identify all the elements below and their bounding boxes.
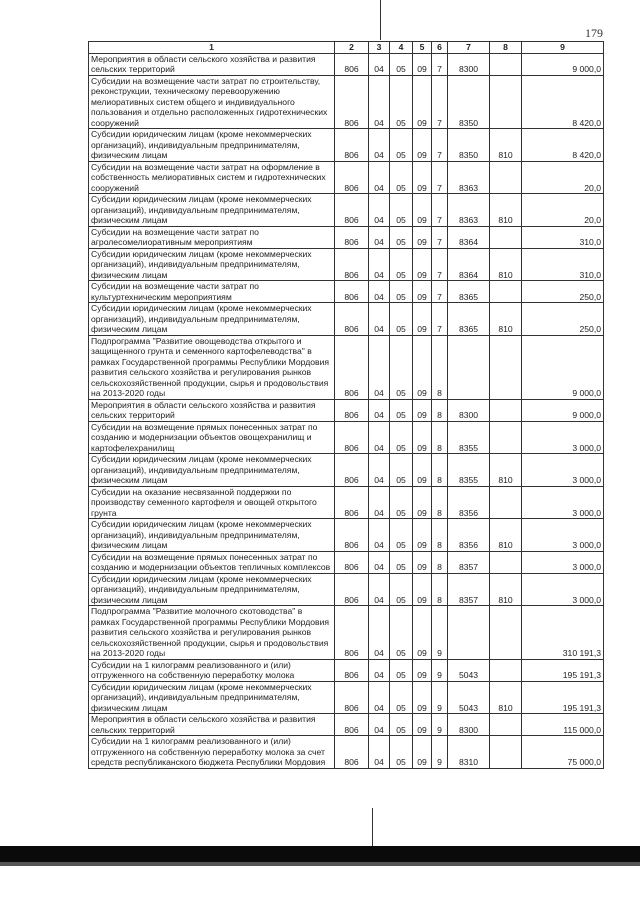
subsection-code-cell: 05 <box>390 486 413 519</box>
row-name-cell: Субсидии юридическим лицам (кроме некоммерческих организаций), индивидуальным предпринимателям, физическим лицам <box>89 519 335 552</box>
subprogram-code-cell: 7 <box>432 281 448 303</box>
subsection-code-cell: 05 <box>390 659 413 681</box>
page-number: 179 <box>585 26 603 40</box>
chapter-code-cell: 806 <box>335 303 369 336</box>
section-code-cell: 04 <box>369 53 390 75</box>
scan-line-top <box>380 0 381 40</box>
amount-cell: 75 000,0 <box>522 736 604 769</box>
program-code-cell: 09 <box>413 421 432 454</box>
row-name-cell: Субсидии на оказание несвязанной поддержки по производству семенного картофеля и овощей открытого грунта <box>89 486 335 519</box>
subsection-code-cell: 05 <box>390 573 413 606</box>
program-code-cell: 09 <box>413 129 432 162</box>
program-code-cell: 09 <box>413 194 432 227</box>
subsection-code-cell: 05 <box>390 606 413 660</box>
expense-type-code-cell <box>490 281 522 303</box>
expense-type-code-cell <box>490 421 522 454</box>
subprogram-code-cell: 8 <box>432 335 448 399</box>
amount-cell: 20,0 <box>522 161 604 194</box>
section-code-cell: 04 <box>369 659 390 681</box>
subsection-code-cell: 05 <box>390 681 413 714</box>
target-code-cell: 8356 <box>448 486 490 519</box>
chapter-code-cell: 806 <box>335 681 369 714</box>
subsection-code-cell: 05 <box>390 161 413 194</box>
program-code-cell: 09 <box>413 75 432 129</box>
chapter-code-cell: 806 <box>335 226 369 248</box>
expense-type-code-cell: 810 <box>490 573 522 606</box>
expense-type-code-cell: 810 <box>490 519 522 552</box>
row-name-cell: Мероприятия в области сельского хозяйства и развития сельских территорий <box>89 399 335 421</box>
expense-type-code-cell <box>490 53 522 75</box>
section-code-cell: 04 <box>369 226 390 248</box>
subprogram-code-cell: 7 <box>432 194 448 227</box>
table-row <box>89 519 604 552</box>
target-code-cell <box>448 335 490 399</box>
table-row <box>89 551 604 573</box>
subsection-code-cell: 05 <box>390 335 413 399</box>
chapter-code-cell: 806 <box>335 454 369 487</box>
row-name-cell: Субсидии юридическим лицам (кроме некоммерческих организаций), индивидуальным предпринимателям, физическим лицам <box>89 303 335 336</box>
amount-cell: 3 000,0 <box>522 551 604 573</box>
table-row <box>89 454 604 487</box>
column-header: 6 <box>432 42 448 54</box>
subprogram-code-cell: 8 <box>432 573 448 606</box>
program-code-cell: 09 <box>413 161 432 194</box>
amount-cell: 3 000,0 <box>522 519 604 552</box>
chapter-code-cell: 806 <box>335 161 369 194</box>
expense-type-code-cell: 810 <box>490 681 522 714</box>
table-row <box>89 659 604 681</box>
table-row <box>89 486 604 519</box>
subprogram-code-cell: 9 <box>432 736 448 769</box>
column-header: 1 <box>89 42 335 54</box>
row-name-cell: Субсидии юридическим лицам (кроме некоммерческих организаций), индивидуальным предпринимателям, физическим лицам <box>89 194 335 227</box>
subprogram-code-cell: 7 <box>432 303 448 336</box>
subprogram-code-cell: 8 <box>432 399 448 421</box>
target-code-cell: 8364 <box>448 248 490 281</box>
expense-type-code-cell: 810 <box>490 194 522 227</box>
subsection-code-cell: 05 <box>390 399 413 421</box>
target-code-cell: 8363 <box>448 194 490 227</box>
expense-type-code-cell: 810 <box>490 454 522 487</box>
subprogram-code-cell: 8 <box>432 421 448 454</box>
section-code-cell: 04 <box>369 519 390 552</box>
column-header: 3 <box>369 42 390 54</box>
subprogram-code-cell: 8 <box>432 454 448 487</box>
program-code-cell: 09 <box>413 53 432 75</box>
table-body <box>89 53 604 768</box>
amount-cell: 8 420,0 <box>522 75 604 129</box>
subsection-code-cell: 05 <box>390 454 413 487</box>
target-code-cell: 8350 <box>448 129 490 162</box>
expense-type-code-cell <box>490 551 522 573</box>
table-header-row <box>89 42 604 54</box>
program-code-cell: 09 <box>413 681 432 714</box>
target-code-cell: 8365 <box>448 303 490 336</box>
row-name-cell: Субсидии на возмещение части затрат на оформление в собственность мелиоративных систем и гидротехнических сооружений <box>89 161 335 194</box>
target-code-cell: 8356 <box>448 519 490 552</box>
chapter-code-cell: 806 <box>335 736 369 769</box>
program-code-cell: 09 <box>413 399 432 421</box>
amount-cell: 250,0 <box>522 303 604 336</box>
row-name-cell: Субсидии на 1 килограмм реализованного и (или) отгруженного на собственную переработку молока <box>89 659 335 681</box>
program-code-cell: 09 <box>413 248 432 281</box>
row-name-cell: Субсидии на возмещение части затрат по агролесомелиоративным мероприятиям <box>89 226 335 248</box>
column-header: 7 <box>448 42 490 54</box>
column-header: 4 <box>390 42 413 54</box>
section-code-cell: 04 <box>369 736 390 769</box>
expense-type-code-cell <box>490 161 522 194</box>
target-code-cell: 8300 <box>448 714 490 736</box>
subsection-code-cell: 05 <box>390 421 413 454</box>
program-code-cell: 09 <box>413 551 432 573</box>
chapter-code-cell: 806 <box>335 659 369 681</box>
amount-cell: 3 000,0 <box>522 486 604 519</box>
chapter-code-cell: 806 <box>335 606 369 660</box>
budget-table <box>88 41 604 769</box>
table-row <box>89 303 604 336</box>
subprogram-code-cell: 7 <box>432 248 448 281</box>
program-code-cell: 09 <box>413 606 432 660</box>
chapter-code-cell: 806 <box>335 281 369 303</box>
program-code-cell: 09 <box>413 335 432 399</box>
section-code-cell: 04 <box>369 281 390 303</box>
amount-cell: 310 191,3 <box>522 606 604 660</box>
chapter-code-cell: 806 <box>335 399 369 421</box>
expense-type-code-cell <box>490 486 522 519</box>
subprogram-code-cell: 7 <box>432 129 448 162</box>
subsection-code-cell: 05 <box>390 519 413 552</box>
chapter-code-cell: 806 <box>335 551 369 573</box>
target-code-cell: 8310 <box>448 736 490 769</box>
expense-type-code-cell <box>490 659 522 681</box>
row-name-cell: Субсидии юридическим лицам (кроме некоммерческих организаций), индивидуальным предпринимателям, физическим лицам <box>89 681 335 714</box>
chapter-code-cell: 806 <box>335 519 369 552</box>
subsection-code-cell: 05 <box>390 75 413 129</box>
expense-type-code-cell <box>490 399 522 421</box>
section-code-cell: 04 <box>369 129 390 162</box>
chapter-code-cell: 806 <box>335 75 369 129</box>
scan-edge-bar <box>0 846 640 862</box>
section-code-cell: 04 <box>369 573 390 606</box>
table-row <box>89 714 604 736</box>
subprogram-code-cell: 7 <box>432 226 448 248</box>
subprogram-code-cell: 9 <box>432 681 448 714</box>
target-code-cell <box>448 606 490 660</box>
section-code-cell: 04 <box>369 75 390 129</box>
table-row <box>89 281 604 303</box>
subsection-code-cell: 05 <box>390 303 413 336</box>
chapter-code-cell: 806 <box>335 129 369 162</box>
target-code-cell: 8300 <box>448 53 490 75</box>
target-code-cell: 8355 <box>448 454 490 487</box>
row-name-cell: Мероприятия в области сельского хозяйства и развития сельских территорий <box>89 714 335 736</box>
column-header: 8 <box>490 42 522 54</box>
expense-type-code-cell <box>490 75 522 129</box>
amount-cell: 3 000,0 <box>522 573 604 606</box>
table-row <box>89 194 604 227</box>
section-code-cell: 04 <box>369 551 390 573</box>
target-code-cell: 8350 <box>448 75 490 129</box>
target-code-cell: 5043 <box>448 659 490 681</box>
target-code-cell: 5043 <box>448 681 490 714</box>
program-code-cell: 09 <box>413 454 432 487</box>
subsection-code-cell: 05 <box>390 53 413 75</box>
chapter-code-cell: 806 <box>335 248 369 281</box>
section-code-cell: 04 <box>369 421 390 454</box>
program-code-cell: 09 <box>413 519 432 552</box>
amount-cell: 9 000,0 <box>522 53 604 75</box>
amount-cell: 8 420,0 <box>522 129 604 162</box>
amount-cell: 3 000,0 <box>522 454 604 487</box>
expense-type-code-cell <box>490 335 522 399</box>
target-code-cell: 8357 <box>448 551 490 573</box>
subsection-code-cell: 05 <box>390 736 413 769</box>
chapter-code-cell: 806 <box>335 573 369 606</box>
subprogram-code-cell: 9 <box>432 606 448 660</box>
section-code-cell: 04 <box>369 303 390 336</box>
subprogram-code-cell: 9 <box>432 714 448 736</box>
row-name-cell: Подпрограмма "Развитие овощеводства открытого и защищенного грунта и семенного картофелеводства" в рамках Государственной программы Республики Мордовия развития сельского хозяйства и регулирования рынков сельскохозяйственной продукции, сырья и продовольствия на 2013-2020 годы <box>89 335 335 399</box>
table-row <box>89 75 604 129</box>
column-header: 9 <box>522 42 604 54</box>
program-code-cell: 09 <box>413 659 432 681</box>
amount-cell: 250,0 <box>522 281 604 303</box>
chapter-code-cell: 806 <box>335 53 369 75</box>
chapter-code-cell: 806 <box>335 421 369 454</box>
row-name-cell: Субсидии на 1 килограмм реализованного и (или) отгруженного на собственную переработку молока за счет средств республиканского бюджета Республики Мордовия <box>89 736 335 769</box>
section-code-cell: 04 <box>369 606 390 660</box>
amount-cell: 310,0 <box>522 226 604 248</box>
subsection-code-cell: 05 <box>390 194 413 227</box>
section-code-cell: 04 <box>369 714 390 736</box>
expense-type-code-cell <box>490 226 522 248</box>
amount-cell: 115 000,0 <box>522 714 604 736</box>
expense-type-code-cell <box>490 736 522 769</box>
target-code-cell: 8364 <box>448 226 490 248</box>
subsection-code-cell: 05 <box>390 248 413 281</box>
table-row <box>89 226 604 248</box>
expense-type-code-cell: 810 <box>490 303 522 336</box>
chapter-code-cell: 806 <box>335 714 369 736</box>
subprogram-code-cell: 7 <box>432 53 448 75</box>
program-code-cell: 09 <box>413 736 432 769</box>
subsection-code-cell: 05 <box>390 551 413 573</box>
row-name-cell: Мероприятия в области сельского хозяйства и развития сельских территорий <box>89 53 335 75</box>
section-code-cell: 04 <box>369 681 390 714</box>
subsection-code-cell: 05 <box>390 226 413 248</box>
section-code-cell: 04 <box>369 454 390 487</box>
column-header: 2 <box>335 42 369 54</box>
subprogram-code-cell: 8 <box>432 519 448 552</box>
row-name-cell: Субсидии на возмещение прямых понесенных затрат по созданию и модернизации объектов овощехранилищ и картофелехранилищ <box>89 421 335 454</box>
amount-cell: 3 000,0 <box>522 421 604 454</box>
target-code-cell: 8365 <box>448 281 490 303</box>
table-row <box>89 399 604 421</box>
program-code-cell: 09 <box>413 281 432 303</box>
chapter-code-cell: 806 <box>335 194 369 227</box>
table-row <box>89 573 604 606</box>
subprogram-code-cell: 7 <box>432 75 448 129</box>
section-code-cell: 04 <box>369 399 390 421</box>
amount-cell: 195 191,3 <box>522 681 604 714</box>
column-header: 5 <box>413 42 432 54</box>
scan-edge-shadow <box>0 862 640 866</box>
program-code-cell: 09 <box>413 226 432 248</box>
subprogram-code-cell: 7 <box>432 161 448 194</box>
expense-type-code-cell: 810 <box>490 129 522 162</box>
subprogram-code-cell: 9 <box>432 659 448 681</box>
target-code-cell: 8300 <box>448 399 490 421</box>
section-code-cell: 04 <box>369 486 390 519</box>
amount-cell: 195 191,3 <box>522 659 604 681</box>
table-row <box>89 606 604 660</box>
program-code-cell: 09 <box>413 486 432 519</box>
chapter-code-cell: 806 <box>335 486 369 519</box>
section-code-cell: 04 <box>369 194 390 227</box>
row-name-cell: Субсидии на возмещение части затрат по строительству, реконструкции, техническому перевооружению мелиоративных систем общего и индивидуального пользования и отдельно расположенных гидротехнических сооружений <box>89 75 335 129</box>
row-name-cell: Субсидии юридическим лицам (кроме некоммерческих организаций), индивидуальным предпринимателям, физическим лицам <box>89 573 335 606</box>
target-code-cell: 8357 <box>448 573 490 606</box>
row-name-cell: Подпрограмма "Развитие молочного скотоводства" в рамках Государственной программы Республики Мордовия развития сельского хозяйства и регулирования рынков сельскохозяйственной продукции, сырья и продовольствия на 2013-2020 годы <box>89 606 335 660</box>
section-code-cell: 04 <box>369 161 390 194</box>
program-code-cell: 09 <box>413 303 432 336</box>
row-name-cell: Субсидии юридическим лицам (кроме некоммерческих организаций), индивидуальным предпринимателям, физическим лицам <box>89 129 335 162</box>
expense-type-code-cell: 810 <box>490 248 522 281</box>
table-row <box>89 421 604 454</box>
row-name-cell: Субсидии на возмещение прямых понесенных затрат по созданию и модернизации объектов тепличных комплексов <box>89 551 335 573</box>
expense-type-code-cell <box>490 714 522 736</box>
subprogram-code-cell: 8 <box>432 551 448 573</box>
target-code-cell: 8363 <box>448 161 490 194</box>
amount-cell: 310,0 <box>522 248 604 281</box>
amount-cell: 20,0 <box>522 194 604 227</box>
subsection-code-cell: 05 <box>390 281 413 303</box>
subsection-code-cell: 05 <box>390 714 413 736</box>
expense-type-code-cell <box>490 606 522 660</box>
program-code-cell: 09 <box>413 714 432 736</box>
target-code-cell: 8355 <box>448 421 490 454</box>
chapter-code-cell: 806 <box>335 335 369 399</box>
section-code-cell: 04 <box>369 248 390 281</box>
table-row <box>89 248 604 281</box>
row-name-cell: Субсидии юридическим лицам (кроме некоммерческих организаций), индивидуальным предпринимателям, физическим лицам <box>89 454 335 487</box>
amount-cell: 9 000,0 <box>522 335 604 399</box>
scan-line-bottom <box>372 808 373 848</box>
table-row <box>89 335 604 399</box>
table-row <box>89 53 604 75</box>
table-row <box>89 129 604 162</box>
table-row <box>89 736 604 769</box>
table-row <box>89 161 604 194</box>
row-name-cell: Субсидии юридическим лицам (кроме некоммерческих организаций), индивидуальным предпринимателям, физическим лицам <box>89 248 335 281</box>
table-row <box>89 681 604 714</box>
subprogram-code-cell: 8 <box>432 486 448 519</box>
amount-cell: 9 000,0 <box>522 399 604 421</box>
row-name-cell: Субсидии на возмещение части затрат по культуртехническим мероприятиям <box>89 281 335 303</box>
section-code-cell: 04 <box>369 335 390 399</box>
subsection-code-cell: 05 <box>390 129 413 162</box>
program-code-cell: 09 <box>413 573 432 606</box>
